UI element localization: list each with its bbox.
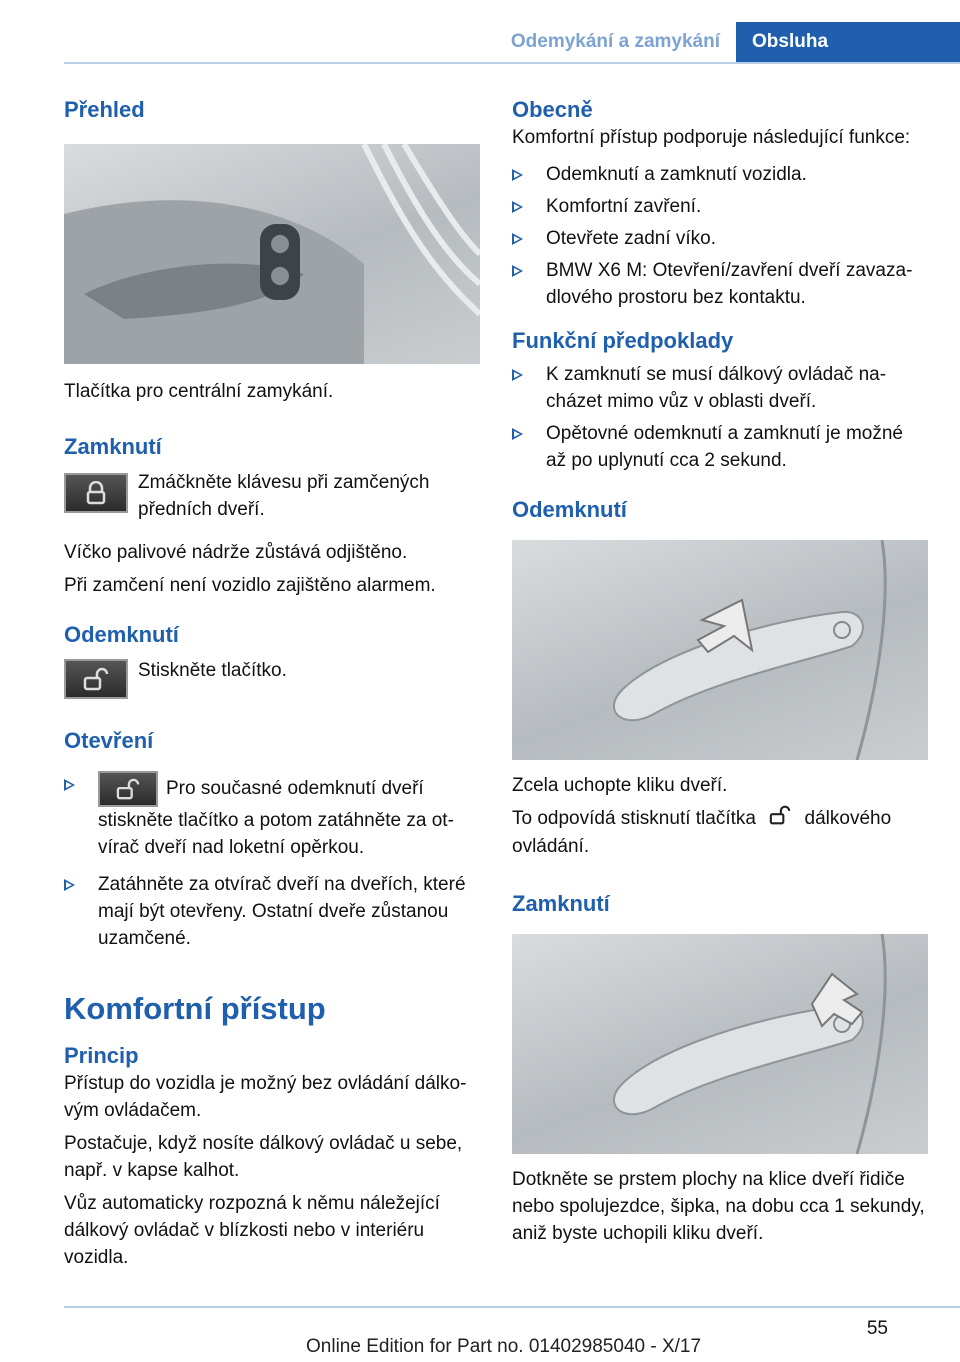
door-handle-unlock-image xyxy=(512,540,928,760)
section-title: Odemykání a zamykání xyxy=(510,31,720,52)
lock-caption: Dotkněte se prstem plochy na klice dveří řidiče nebo spolujezdce, šipka, na dobu cca 1 sekundy, aniž byste uchopili kliku dveří. xyxy=(512,1169,925,1244)
open-item-1: Pro současné odemknutí dveří stiskněte tlačítko a potom zatáhněte za otvírač dveří nad loketní opěrkou. xyxy=(98,778,454,858)
chapter-tab: Obsluha xyxy=(736,22,960,62)
bullet-triangle-icon xyxy=(512,369,523,381)
edition-footer: Online Edition for Part no. 01402985040 - X/17 xyxy=(306,1336,702,1357)
list-item-text: K zamknutí se musí dálkový ovládač nacházet mimo vůz v oblasti dveří. xyxy=(546,364,887,412)
door-handle-lock-image xyxy=(512,934,928,1154)
prereq-list xyxy=(512,361,928,474)
general-text: Komfortní přístup podporuje následující funkce: xyxy=(512,127,911,148)
heading-overview: Přehled xyxy=(64,97,145,122)
bullet-triangle-icon xyxy=(512,201,523,213)
unlock-key-icon xyxy=(64,659,128,699)
handle-unlock-illustration xyxy=(512,540,928,760)
unlock-key-icon xyxy=(98,771,158,807)
general-list xyxy=(512,161,928,311)
unlock-icon xyxy=(767,805,793,833)
heading-lock: Zamknutí xyxy=(64,434,162,459)
bullet-triangle-icon xyxy=(512,169,523,181)
footer-rule xyxy=(64,1306,960,1308)
principle-p3: Vůz automaticky rozpozná k němu náležející dálkový ovládač v blízkosti nebo v interiéru vozidla. xyxy=(64,1193,440,1268)
unlock-caption-2a: To odpovídá stisknutí tlačítka xyxy=(512,808,756,830)
handle-lock-illustration xyxy=(512,934,928,1154)
lock-note-2: Při zamčení není vozidlo zajištěno alarmem. xyxy=(64,575,436,596)
lock-instruction xyxy=(64,473,480,523)
list-item-text: Odemknutí a zamknutí vozidla. xyxy=(546,164,807,185)
unlock-instruction xyxy=(64,659,480,699)
image-caption: Tlačítka pro centrální zamykání. xyxy=(64,381,334,402)
left-column xyxy=(64,96,480,1271)
heading-unlock: Odemknutí xyxy=(64,622,179,647)
principle-p1: Přístup do vozidla je možný bez ovládání dálkovým ovládačem. xyxy=(64,1073,467,1121)
heading-open: Otevření xyxy=(64,728,154,753)
list-item xyxy=(512,225,928,252)
principle-p2: Postačuje, když nosíte dálkový ovládač u sebe, např. v kapse kalhot. xyxy=(64,1133,463,1181)
list-item xyxy=(64,871,480,952)
list-item-text: Komfortní zavření. xyxy=(546,196,702,217)
heading-prerequisites: Funkční předpoklady xyxy=(512,328,734,353)
list-item xyxy=(64,771,480,861)
header-rule xyxy=(64,62,960,64)
bullet-triangle-icon xyxy=(64,779,75,791)
unlock-caption-2b: dálkového ovládání. xyxy=(512,808,892,857)
page-number: 55 xyxy=(866,1318,888,1339)
list-item xyxy=(512,361,928,415)
lock-text: Zmáčkněte klávesu při zamčených předních dveří. xyxy=(138,472,430,520)
list-item xyxy=(512,161,928,188)
bullet-triangle-icon xyxy=(512,428,523,440)
list-item xyxy=(512,257,928,311)
list-item-text: Otevřete zadní víko. xyxy=(546,228,717,249)
heading-unlock-comfort: Odemknutí xyxy=(512,497,627,522)
list-item-text: Opětovné odemknutí a zamknutí je možné až po uplynutí cca 2 sekund. xyxy=(546,423,903,471)
list-item xyxy=(512,420,928,474)
bullet-triangle-icon xyxy=(64,879,75,891)
list-item-text: BMW X6 M: Otevření/zavření dveří zavazadlového prostoru bez kontaktu. xyxy=(546,260,913,308)
open-item-2: Zatáhněte za otvírač dveří na dveřích, které mají být otevřeny. Ostatní dveře zůstanou uzamčené. xyxy=(98,874,466,949)
lock-note-1: Víčko palivové nádrže zůstává odjištěno. xyxy=(64,542,408,563)
unlock-caption-2 xyxy=(512,805,928,860)
list-item xyxy=(512,193,928,220)
heading-lock-comfort: Zamknutí xyxy=(512,891,610,916)
heading-general: Obecně xyxy=(512,97,593,122)
heading-comfort-access: Komfortní přístup xyxy=(64,991,326,1026)
right-column xyxy=(512,96,928,1247)
lock-key-icon xyxy=(64,473,128,513)
unlock-text: Stiskněte tlačítko. xyxy=(138,660,287,681)
bullet-triangle-icon xyxy=(512,265,523,277)
open-list xyxy=(64,771,480,952)
bullet-triangle-icon xyxy=(512,233,523,245)
heading-principle: Princip xyxy=(64,1043,139,1068)
interior-door-image xyxy=(64,144,480,364)
header-bar xyxy=(495,22,960,62)
door-panel-illustration xyxy=(64,144,480,364)
unlock-caption-1: Zcela uchopte kliku dveří. xyxy=(512,775,728,796)
